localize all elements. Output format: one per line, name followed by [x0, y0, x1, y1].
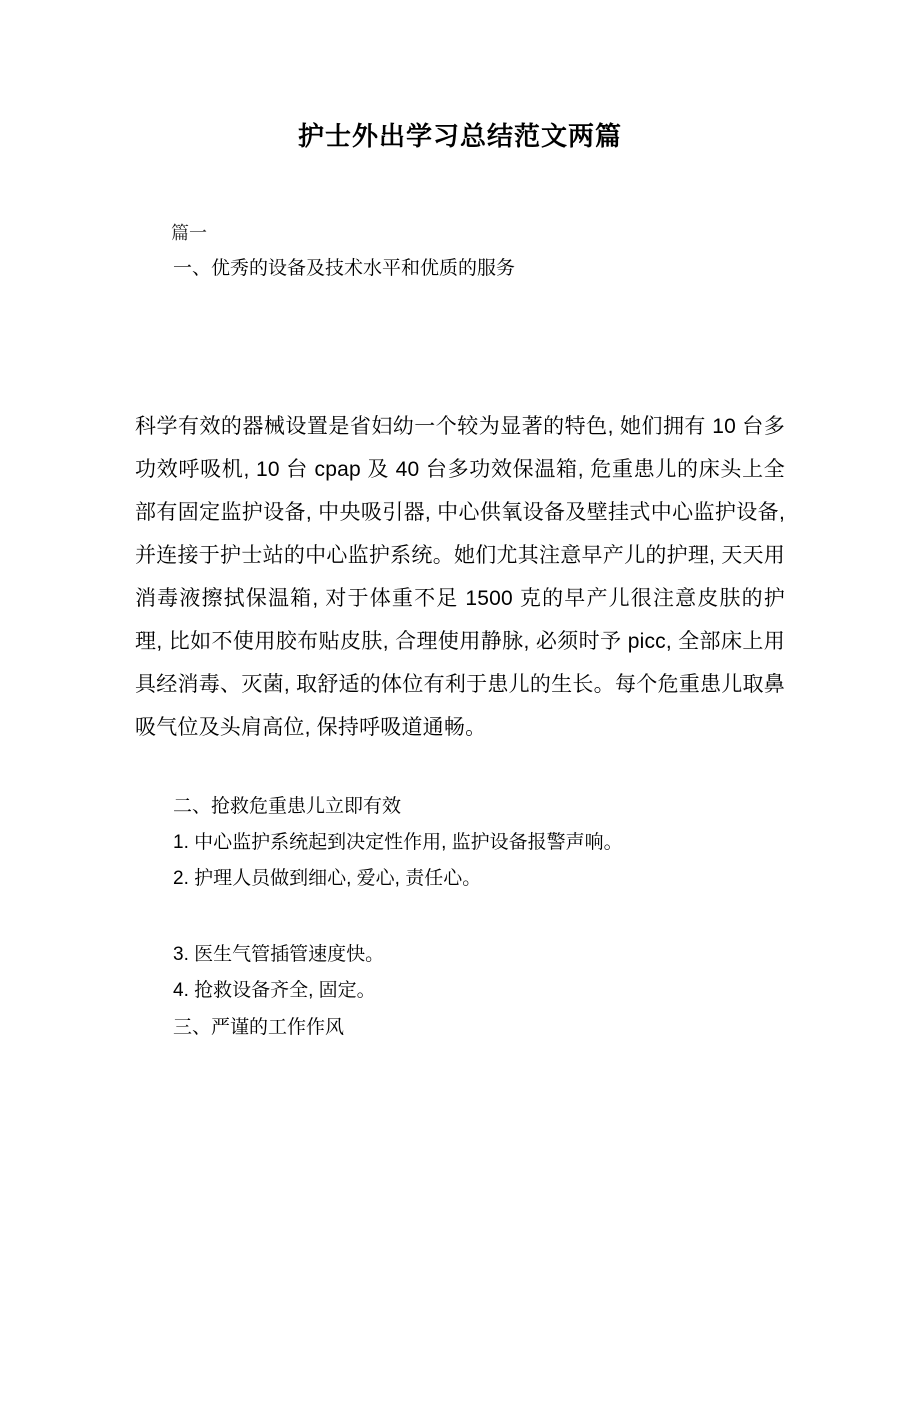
spacer [0, 897, 920, 937]
list-item: 1. 中心监护系统起到决定性作用, 监护设备报警声响。 [173, 832, 623, 854]
paragraph-one: 科学有效的器械设置是省妇幼一个较为显著的特色, 她们拥有 10 台多功效呼吸机, 10 台 cpap 及 40 台多功效保温箱, 危重患儿的床头上全部有固定监护设备, 中央吸引器, 中心供氧设备及壁挂式中心监护设备, 并连接于护士站的中心监护系统。她们尤其注意早产儿的护理, 天天用消毒液擦拭保温箱, 对于体重不足 1500 克的早产儿很注意皮肤的护理, 比如不使用胶布贴皮肤, 合理使用静脉, 必须时予 picc, 全部床上用具经消毒、灭菌, 取舒适的体位有利于患儿的生长。每个危重患儿取鼻吸气位及头肩高位, 保持呼吸道通畅。 [135, 414, 785, 739]
spacer [0, 287, 920, 365]
heading-three: 三、严谨的工作作风 [173, 1016, 345, 1038]
list-item: 2. 护理人员做到细心, 爱心, 责任心。 [173, 868, 482, 890]
heading-one: 一、优秀的设备及技术水平和优质的服务 [173, 257, 516, 279]
heading-two: 二、抢救危重患儿立即有效 [173, 796, 402, 818]
section-label: 篇一 [171, 223, 207, 244]
list-item: 3. 医生气管插管速度快。 [173, 944, 385, 966]
spacer [0, 365, 920, 405]
spacer [0, 154, 920, 216]
spacer [0, 749, 920, 789]
page-title: 护士外出学习总结范文两篇 [297, 121, 622, 151]
list-item: 4. 抢救设备齐全, 固定。 [173, 980, 376, 1002]
document-page [0, 118, 920, 1420]
